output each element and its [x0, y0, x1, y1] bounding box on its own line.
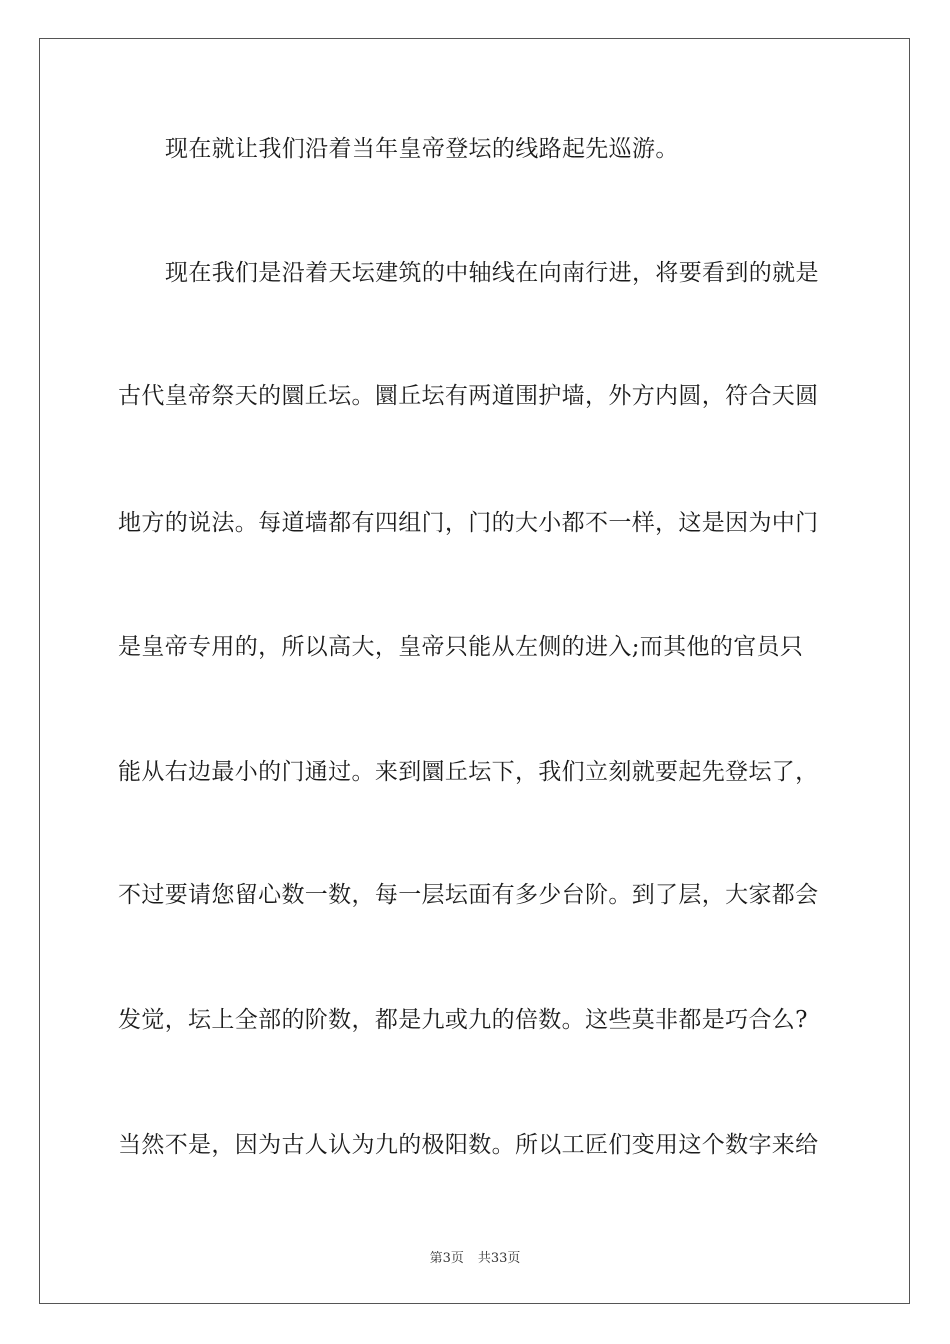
page-frame — [39, 38, 910, 1304]
page-number: 第3页 — [429, 1251, 464, 1266]
paragraph-2-line-3: 地方的说法。每道墙都有四组门，门的大小都不一样，这是因为中门 — [118, 510, 819, 536]
page-total: 共33页 — [477, 1251, 521, 1266]
paragraph-2-line-1: 现在我们是沿着天坛建筑的中轴线在向南行进，将要看到的就是 — [165, 260, 819, 286]
paragraph-2-line-5: 能从右边最小的门通过。来到圜丘坛下，我们立刻就要起先登坛了， — [118, 759, 819, 785]
paragraph-2-line-7: 发觉，坛上全部的阶数，都是九或九的倍数。这些莫非都是巧合么? — [118, 1007, 808, 1033]
paragraph-2-line-2: 古代皇帝祭天的圜丘坛。圜丘坛有两道围护墙，外方内圆，符合天圆 — [118, 383, 819, 409]
paragraph-2-line-8: 当然不是，因为古人认为九的极阳数。所以工匠们变用这个数字来给 — [118, 1132, 819, 1158]
paragraph-2-line-6: 不过要请您留心数一数，每一层坛面有多少台阶。到了层，大家都会 — [118, 882, 819, 908]
page-footer — [0, 1247, 950, 1266]
paragraph-1-line-1: 现在就让我们沿着当年皇帝登坛的线路起先巡游。 — [165, 136, 679, 162]
paragraph-2-line-4: 是皇帝专用的，所以高大，皇帝只能从左侧的进入;而其他的官员只 — [118, 634, 804, 660]
